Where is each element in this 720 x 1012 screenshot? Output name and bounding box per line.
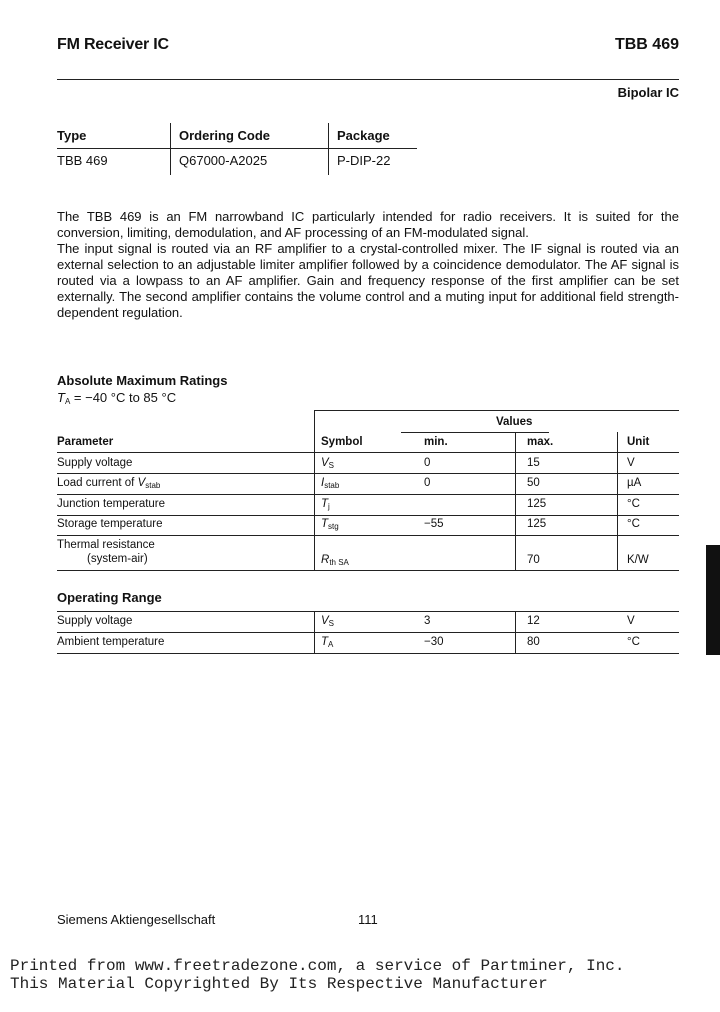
col-min-header: min. [424,436,448,448]
ordering-col-divider [170,123,171,175]
condition-range: = −40 °C to 85 °C [70,390,177,405]
min-value: −30 [424,636,444,648]
description [57,209,679,321]
ordering-header-rule [57,148,417,149]
values-group-rule [401,432,549,433]
unit-value: °C [627,636,640,648]
unit-value: K/W [627,554,649,566]
row-rule [57,494,679,495]
abs-max-title: Absolute Maximum Ratings [57,373,228,388]
symbol-cell: $I_{stab}$ [321,477,340,490]
operating-range-table [57,611,679,659]
symbol-cell: $T_{stg}$ [321,518,339,531]
symbol-cell: $V_S$ [321,615,335,628]
row-rule [57,473,679,474]
unit-value: V [627,457,635,469]
condition-symbol: T [57,390,65,405]
unit-value: V [627,615,635,627]
unit-value: °C [627,498,640,510]
table-top-rule [57,611,679,612]
condition-subscript: A [64,397,71,406]
col-divider [617,432,618,570]
min-value: 3 [424,615,431,627]
symbol-cell: $T_A$ [321,636,334,649]
description-paragraph: The input signal is routed via an RF amplifier to a crystal-controlled mixer. The IF signal is routed via an external selection to an adjustable limiter amplifier followed by a coincidence demodulator. The AF signal is routed via a lowpass to an AF amplifier. Gain and frequency response of the first amplifier can be set externally. The second amplifier contains the volume control and a muting input for additional field strength-dependent regulation. [57,241,679,320]
ordering-table [57,123,417,173]
ordering-col-divider [328,123,329,175]
row-rule [57,515,679,516]
param-junction-temperature: Junction temperature [57,498,166,510]
table-header-rule [57,452,679,453]
description-paragraph: The TBB 469 is an FM narrowband IC particularly intended for radio receivers. It is suited for the conversion, limiting, demodulation, and AF processing of an FM-modulated signal. [57,209,679,240]
max-value: 80 [527,636,540,648]
abs-max-table [57,410,679,574]
min-value: −55 [424,518,444,530]
col-divider [515,432,516,570]
min-value: 0 [424,477,431,489]
col-symbol-header: Symbol [321,436,363,448]
max-value: 50 [527,477,540,489]
param-supply-voltage: Supply voltage [57,615,133,627]
row-rule [57,653,679,654]
watermark-line: Printed from www.freetradezone.com, a service of Partminer, Inc. [10,957,625,975]
max-value: 12 [527,615,540,627]
unit-value: µA [627,477,642,489]
row-rule [57,632,679,633]
abs-max-condition [57,390,176,406]
param-thermal-resistance: Thermal resistance [57,539,155,551]
param-storage-temperature: Storage temperature [57,518,163,530]
page-number: 111 [358,912,378,927]
col-ordering-code-header: Ordering Code [179,128,271,143]
technology-label: Bipolar IC [617,85,679,100]
param-thermal-resistance-note: (system-air) [87,553,148,565]
symbol-cell: $R_{th SA}$ [321,554,349,567]
values-top-rule [314,410,679,411]
col-type-header: Type [57,128,87,143]
max-value: 70 [527,554,540,566]
param-supply-voltage: Supply voltage [57,457,133,469]
ordering-header-row [57,123,417,148]
row-rule [57,570,679,571]
ordering-data-row [57,148,417,173]
watermark-line: This Material Copyrighted By Its Respective Manufacturer [10,975,548,993]
header-divider [57,79,679,80]
col-parameter-header: Parameter [57,436,114,448]
min-value: 0 [424,457,431,469]
col-divider [314,611,315,653]
param-ambient-temperature: Ambient temperature [57,636,165,648]
symbol-cell: $V_S$ [321,457,335,470]
col-package-header: Package [337,128,390,143]
operating-range-title: Operating Range [57,590,162,605]
symbol-cell: $T_j$ [321,498,330,511]
col-divider [515,611,516,653]
col-max-header: max. [527,436,554,448]
part-number: TBB 469 [614,36,679,53]
max-value: 125 [527,498,547,510]
footer-company: Siemens Aktiengesellschaft [57,912,216,927]
col-unit-header: Unit [627,436,650,448]
values-group-header: Values [496,416,533,428]
col-divider [314,410,315,570]
page-edge-tab [706,545,720,655]
package-value: P-DIP-22 [337,153,391,168]
ordering-code-value: Q67000-A2025 [179,153,268,168]
row-rule [57,535,679,536]
param-load-current: Load current of $V_{stab}$ [57,477,161,490]
unit-value: °C [627,518,640,530]
document-title: FM Receiver IC [57,36,169,53]
type-value: TBB 469 [57,153,108,168]
max-value: 15 [527,457,540,469]
max-value: 125 [527,518,547,530]
